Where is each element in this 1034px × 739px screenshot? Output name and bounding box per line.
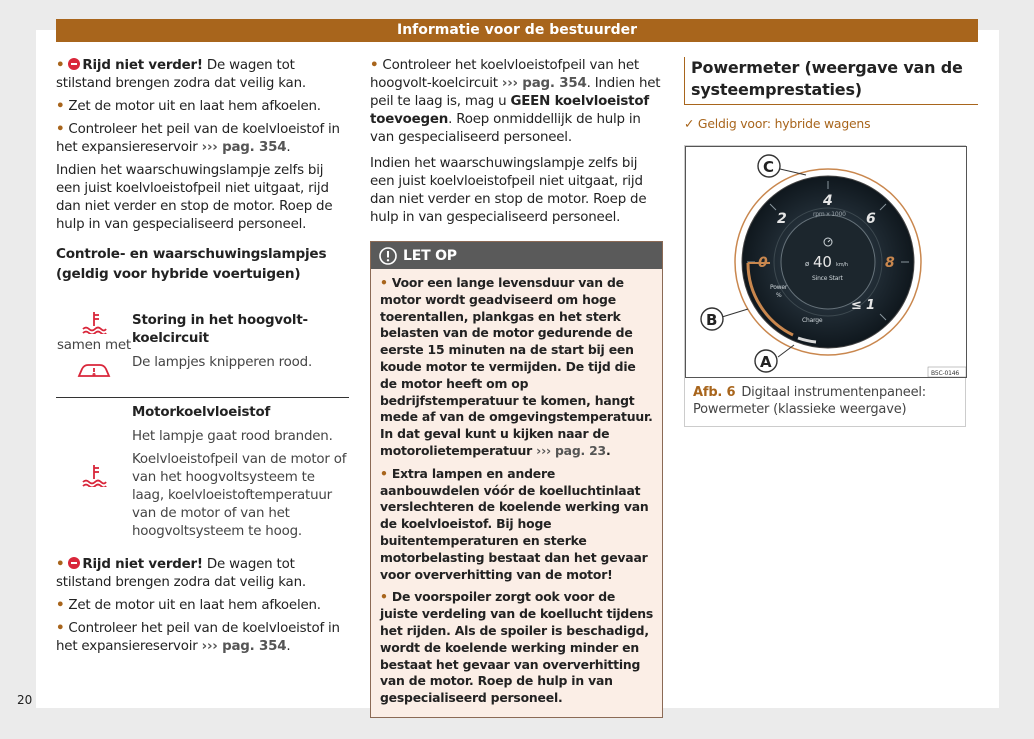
speed-unit: km/h: [836, 262, 848, 268]
bullet-icon: •: [56, 122, 65, 137]
list-item-text: De wagen tot stilstand brengen zodra dat veilig kan.: [56, 557, 306, 590]
caution-box: [370, 241, 663, 718]
table-cell-title: Motorkoelvloeistof: [132, 405, 271, 420]
table-cell-text: Het lampje gaat rood branden.: [132, 429, 333, 444]
list-item-text: Controleer het koelvloeistofpeil van het hoogvolt-koelcircuit: [370, 58, 639, 91]
stop-warning-icon: [68, 557, 80, 569]
list-item-text: Controleer het peil van de koelvloeistof in het expansiereservoir: [56, 122, 340, 155]
figure-caption: [685, 378, 965, 426]
bullet-icon: •: [380, 589, 388, 605]
list-item-text: De wagen tot stilstand brengen zodra dat veilig kan.: [56, 58, 306, 91]
caution-header: [371, 242, 662, 269]
page-reference-link[interactable]: ››› pag. 23: [536, 442, 606, 458]
warning-bold: Rijd niet verder!: [82, 58, 203, 73]
exclamation-icon: [379, 247, 397, 265]
list-item-text: Controleer het peil van de koelvloeistof in het expansiereservoir: [56, 621, 340, 654]
list-item: [370, 57, 663, 147]
caution-text: Extra lampen en andere aanbouwdelen vóór de koelluchtinlaat verslechteren de koelende werking van de koelvloeistof. Bij hoge buitentemperaturen en sterke motorbelasting bestaat dan het gevaar voor oververhitting van de motor!: [380, 465, 649, 582]
callout-c: [758, 155, 780, 177]
section-heading: Controle- en waarschuwingslampjes (geldig voor hybride voertuigen): [56, 246, 327, 282]
list-item: • Controleer het peil van de koelvloeistof in het expansiereservoir ››› pag. 354.: [56, 122, 340, 155]
powermeter-illustration: [685, 146, 967, 378]
coolant-temperature-icon: [81, 463, 107, 487]
svg-text:B: B: [706, 311, 718, 329]
caution-title: LET OP: [403, 247, 457, 264]
bullet-icon: •: [380, 275, 388, 290]
coolant-temperature-icon: [81, 310, 107, 334]
list-item-text: Zet de motor uit en laat hem afkoelen.: [68, 99, 321, 114]
table-cell-text: Koelvloeistofpeil van de motor of van het hoogvoltsysteem te laag, koelvloeistoftemperatuur van de motor of van het hoogvoltsysteem te hoog.: [132, 452, 347, 539]
page-header: Informatie voor de bestuurder: [56, 19, 978, 42]
caution-text: Voor een lange levensduur van de motor wordt geadviseerd om hoge toerentallen, plankgas en het sterk belasten van de motor gedurende de eerste 15 minuten na de start bij een koude motor te vermijden. De tijd die de motor heeft om op bedrijfstemperatuur te komen, hangt mede af van de omgevingstemperatuur. In dat geval kunt u kijken naar de motorolietemperatuur: [380, 275, 653, 458]
list-item-text: . Roep onmiddellijk de hulp in van gespecialiseerd personeel.: [370, 112, 641, 145]
column-middle: [370, 57, 663, 718]
bullet-icon: •: [56, 58, 65, 73]
column-right: [684, 57, 978, 427]
caution-item: • Voor een lange levensduur van de motor wordt geadviseerd om hoge toerentallen, plankgas en het sterk belasten van de motor gedurende de eerste 15 minuten na de start bij een koude motor te vermijden. De tijd die de motor heeft om op bedrijfstemperatuur te komen, hangt mede af van de omgevingstemperatuur. In dat geval kunt u kijken naar de motorolietemperatuur ››› pag. 23.: [380, 275, 653, 458]
speed-value: 40: [813, 253, 832, 271]
column-left: [56, 57, 349, 661]
caution-text: De voorspoiler zorgt ook voor de juiste verdeling van de koellucht tijdens het rijden. Als de spoiler is beschadigd, wordt de koelende werking minder en bestaat het gevaar van oververhitting van de motor. Roep de hulp in van gespecialiseerd personeel.: [380, 589, 654, 706]
figure-label: Afb. 6: [693, 385, 736, 400]
page-number: 20: [17, 693, 33, 707]
table-cell-label: samen met: [57, 337, 131, 353]
table-row: [56, 398, 349, 552]
table-cell: [132, 398, 349, 552]
list-item: [56, 597, 349, 615]
power-label: Power: [770, 284, 788, 291]
stop-warning-icon: [68, 58, 80, 70]
list-item-text: Zet de motor uit en laat hem afkoelen.: [68, 598, 321, 613]
warning-bold: GEEN koelvloeistof toevoegen: [370, 94, 649, 127]
bullet-icon: •: [370, 58, 379, 73]
power-unit: %: [776, 292, 782, 299]
svg-text:ø: ø: [805, 260, 810, 268]
tick-label: 8: [885, 255, 895, 271]
list-item: [56, 98, 349, 116]
tick-label: 0: [758, 255, 768, 271]
list-item: [56, 57, 349, 93]
paragraph: Indien het waarschuwingslampje zelfs bij een juist koelvloeistofpeil niet uitgaat, rijd dan niet verder en stop de motor. Roep de hulp in van gespecialiseerd personeel.: [370, 156, 647, 225]
paragraph: Indien het waarschuwingslampje zelfs bij een juist koelvloeistofpeil niet uitgaat, rijd dan niet verder en stop de motor. Roep de hulp in van gespecialiseerd personeel.: [56, 163, 333, 232]
warning-bold: Rijd niet verder!: [82, 557, 203, 572]
list-item: [56, 556, 349, 592]
page-reference-link[interactable]: ››› pag. 354: [501, 76, 587, 91]
figure: [684, 145, 966, 427]
tick-label: 4: [823, 193, 833, 209]
caution-item: [380, 466, 654, 584]
page-reference-link[interactable]: ››› pag. 354: [201, 140, 287, 155]
bullet-icon: •: [380, 465, 388, 481]
icon-cell: [56, 294, 132, 397]
icon-cell: [56, 398, 132, 552]
car-warning-icon: [76, 360, 112, 382]
figure-code: B5C-0146: [931, 370, 959, 377]
charge-label: Charge: [802, 317, 823, 324]
figure-caption-text: Digitaal instrumentenpaneel: Powermeter (klassieke weergave): [693, 385, 926, 417]
tick-label: 2: [777, 211, 787, 227]
section-title: Powermeter (weergave van de systeemprestaties): [684, 57, 978, 105]
callout-a: [755, 350, 777, 372]
instrument-panel-graphic: [686, 147, 966, 377]
bullet-icon: •: [56, 557, 65, 572]
bullet-icon: •: [56, 99, 65, 114]
tick-label: 6: [866, 211, 876, 227]
validity-note: ✓ Geldig voor: hybride wagens: [684, 116, 871, 131]
table-row: [56, 294, 349, 398]
table-cell: [132, 294, 349, 397]
caution-body: [371, 269, 662, 717]
caution-item: [380, 589, 654, 707]
page-reference-link[interactable]: ››› pag. 354: [201, 639, 287, 654]
gear-label: ≤ 1: [851, 298, 875, 313]
list-item: • Controleer het peil van de koelvloeistof in het expansiereservoir ››› pag. 354.: [56, 621, 340, 654]
table-cell-title: Storing in het hoogvolt-koelcircuit: [132, 313, 308, 346]
callout-b: [701, 308, 723, 330]
svg-text:A: A: [760, 353, 772, 371]
since-start-label: Since Start: [812, 275, 843, 282]
warning-lamp-table: [56, 294, 349, 552]
bullet-icon: •: [56, 621, 65, 636]
svg-text:C: C: [763, 158, 774, 176]
list-item-text: . Indien het peil te laag is, mag u: [370, 76, 661, 109]
table-cell-text: De lampjes knipperen rood.: [132, 355, 313, 370]
rpm-label: rpm x 1000: [813, 211, 846, 218]
bullet-icon: •: [56, 598, 65, 613]
